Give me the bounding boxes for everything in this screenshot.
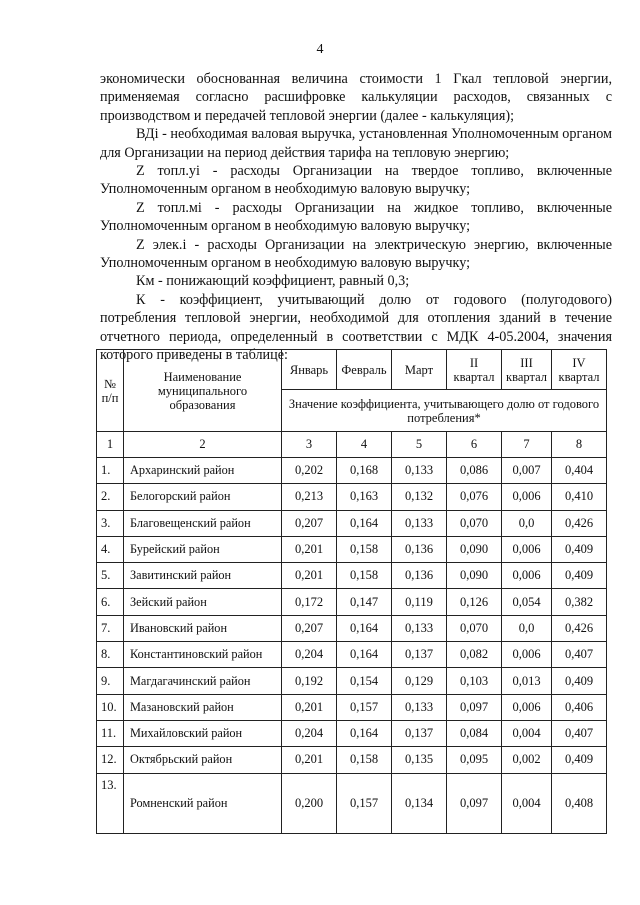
cell-num: 7.: [97, 615, 124, 641]
cell-name: Михайловский район: [124, 720, 282, 746]
cell-mar: 0,132: [392, 484, 447, 510]
table-row: [97, 484, 607, 510]
cell-name: Мазановский район: [124, 694, 282, 720]
cell-feb: 0,154: [337, 668, 392, 694]
cell-q3: 0,004: [502, 773, 552, 833]
header-q2: II квартал: [447, 350, 502, 390]
cell-feb: 0,157: [337, 773, 392, 833]
header-q4: IV квартал: [552, 350, 607, 390]
cell-num: 3.: [97, 510, 124, 536]
cell-name: Архаринский район: [124, 458, 282, 484]
cell-feb: 0,157: [337, 694, 392, 720]
cell-jan: 0,201: [282, 747, 337, 773]
body-text: [100, 70, 612, 365]
cell-q4: 0,382: [552, 589, 607, 615]
cell-num: 10.: [97, 694, 124, 720]
col-number: 4: [337, 432, 392, 458]
cell-feb: 0,158: [337, 536, 392, 562]
cell-q4: 0,409: [552, 563, 607, 589]
table-row: [97, 589, 607, 615]
cell-q3: 0,006: [502, 484, 552, 510]
cell-jan: 0,207: [282, 615, 337, 641]
cell-mar: 0,133: [392, 615, 447, 641]
column-number-row: [97, 432, 607, 458]
table-row: [97, 615, 607, 641]
cell-q4: 0,408: [552, 773, 607, 833]
cell-q3: 0,006: [502, 563, 552, 589]
cell-num: 9.: [97, 668, 124, 694]
cell-q4: 0,409: [552, 668, 607, 694]
cell-q2: 0,126: [447, 589, 502, 615]
coefficient-table: [96, 349, 607, 834]
cell-jan: 0,172: [282, 589, 337, 615]
cell-num: 2.: [97, 484, 124, 510]
cell-mar: 0,135: [392, 747, 447, 773]
cell-mar: 0,129: [392, 668, 447, 694]
paragraph: экономически обоснованная величина стоимости 1 Гкал тепловой энергии, применяемая согласно расшифровке калькуляции расходов, связанных с производством и передачей тепловой энергии (далее - калькуляция);: [100, 71, 612, 124]
cell-feb: 0,158: [337, 747, 392, 773]
cell-name: Магдагачинский район: [124, 668, 282, 694]
col-number: 2: [124, 432, 282, 458]
cell-q2: 0,090: [447, 563, 502, 589]
cell-name: Ивановский район: [124, 615, 282, 641]
header-name: Наименование муниципального образования: [124, 350, 282, 432]
cell-feb: 0,168: [337, 458, 392, 484]
header-feb: Февраль: [337, 350, 392, 390]
cell-mar: 0,136: [392, 536, 447, 562]
cell-q2: 0,103: [447, 668, 502, 694]
header-q3: III квартал: [502, 350, 552, 390]
cell-q2: 0,076: [447, 484, 502, 510]
cell-q3: 0,004: [502, 720, 552, 746]
table-row: [97, 694, 607, 720]
header-jan: Январь: [282, 350, 337, 390]
cell-jan: 0,192: [282, 668, 337, 694]
cell-q2: 0,070: [447, 510, 502, 536]
cell-mar: 0,134: [392, 773, 447, 833]
cell-feb: 0,164: [337, 615, 392, 641]
cell-mar: 0,137: [392, 720, 447, 746]
cell-mar: 0,136: [392, 563, 447, 589]
cell-num: 5.: [97, 563, 124, 589]
cell-q2: 0,097: [447, 694, 502, 720]
paragraph: ВДi - необходимая валовая выручка, установленная Уполномоченным органом для Организации на период действия тарифа на тепловую энергию;: [100, 126, 612, 161]
cell-name: Бурейский район: [124, 536, 282, 562]
cell-jan: 0,201: [282, 536, 337, 562]
table-row: [97, 642, 607, 668]
cell-q4: 0,404: [552, 458, 607, 484]
cell-name: Благовещенский район: [124, 510, 282, 536]
cell-q3: 0,054: [502, 589, 552, 615]
cell-q2: 0,084: [447, 720, 502, 746]
col-number: 3: [282, 432, 337, 458]
cell-name: Завитинский район: [124, 563, 282, 589]
cell-name: Ромненский район: [124, 773, 282, 833]
cell-q2: 0,095: [447, 747, 502, 773]
table-row: [97, 747, 607, 773]
cell-q3: 0,007: [502, 458, 552, 484]
cell-q3: 0,006: [502, 694, 552, 720]
paragraph: К - коэффициент, учитывающий долю от годового (полугодового) потребления тепловой энергии, необходимой для отопления зданий в течение отчетного периода, определенный в соответствии с МДК 4-05.2004, значения которого приведены в таблице:: [100, 291, 612, 364]
table-row: [97, 536, 607, 562]
cell-q4: 0,407: [552, 642, 607, 668]
cell-name: Зейский район: [124, 589, 282, 615]
table-row: [97, 510, 607, 536]
cell-q3: 0,006: [502, 642, 552, 668]
cell-q3: 0,0: [502, 615, 552, 641]
cell-jan: 0,207: [282, 510, 337, 536]
cell-name: Белогорский район: [124, 484, 282, 510]
cell-feb: 0,158: [337, 563, 392, 589]
table-row: [97, 668, 607, 694]
paragraph: Км - понижающий коэффициент, равный 0,3;: [136, 273, 410, 290]
table-row: [97, 720, 607, 746]
cell-name: Октябрьский район: [124, 747, 282, 773]
header-span: Значение коэффициента, учитывающего долю от годового потребления*: [282, 390, 607, 432]
cell-q3: 0,006: [502, 536, 552, 562]
cell-feb: 0,147: [337, 589, 392, 615]
cell-num: 13.: [97, 773, 124, 833]
cell-mar: 0,137: [392, 642, 447, 668]
col-number: 7: [502, 432, 552, 458]
table-row: [97, 563, 607, 589]
cell-feb: 0,164: [337, 510, 392, 536]
cell-feb: 0,164: [337, 642, 392, 668]
cell-q4: 0,406: [552, 694, 607, 720]
cell-q4: 0,410: [552, 484, 607, 510]
cell-feb: 0,163: [337, 484, 392, 510]
cell-jan: 0,213: [282, 484, 337, 510]
cell-q3: 0,002: [502, 747, 552, 773]
cell-jan: 0,201: [282, 694, 337, 720]
cell-num: 1.: [97, 458, 124, 484]
cell-q2: 0,086: [447, 458, 502, 484]
cell-jan: 0,201: [282, 563, 337, 589]
cell-q4: 0,426: [552, 615, 607, 641]
col-number: 8: [552, 432, 607, 458]
cell-jan: 0,202: [282, 458, 337, 484]
col-number: 6: [447, 432, 502, 458]
cell-q2: 0,090: [447, 536, 502, 562]
cell-q4: 0,409: [552, 536, 607, 562]
cell-name: Константиновский район: [124, 642, 282, 668]
cell-mar: 0,133: [392, 510, 447, 536]
table-row: [97, 458, 607, 484]
cell-mar: 0,133: [392, 694, 447, 720]
col-number: 5: [392, 432, 447, 458]
cell-q2: 0,070: [447, 615, 502, 641]
cell-q2: 0,082: [447, 642, 502, 668]
cell-q2: 0,097: [447, 773, 502, 833]
paragraph: Z элек.i - расходы Организации на электрическую энергию, включенные Уполномоченным органом в необходимую валовую выручку;: [100, 236, 612, 272]
cell-jan: 0,204: [282, 720, 337, 746]
cell-mar: 0,119: [392, 589, 447, 615]
cell-jan: 0,200: [282, 773, 337, 833]
cell-q4: 0,407: [552, 720, 607, 746]
cell-num: 8.: [97, 642, 124, 668]
cell-num: 6.: [97, 589, 124, 615]
cell-num: 11.: [97, 720, 124, 746]
cell-mar: 0,133: [392, 458, 447, 484]
cell-num: 4.: [97, 536, 124, 562]
cell-q4: 0,426: [552, 510, 607, 536]
cell-jan: 0,204: [282, 642, 337, 668]
header-mar: Март: [392, 350, 447, 390]
cell-q4: 0,409: [552, 747, 607, 773]
paragraph: Z топл.мi - расходы Организации на жидкое топливо, включенные Уполномоченным органом в необходимую валовую выручку;: [100, 199, 612, 235]
col-number: 1: [97, 432, 124, 458]
cell-num: 12.: [97, 747, 124, 773]
header-num: № п/п: [97, 350, 124, 432]
table-row: [97, 773, 607, 833]
cell-q3: 0,013: [502, 668, 552, 694]
cell-feb: 0,164: [337, 720, 392, 746]
page-number: 4: [316, 42, 324, 57]
paragraph: Z топл.уi - расходы Организации на твердое топливо, включенные Уполномоченным органом в необходимую валовую выручку;: [100, 163, 612, 198]
cell-q3: 0,0: [502, 510, 552, 536]
